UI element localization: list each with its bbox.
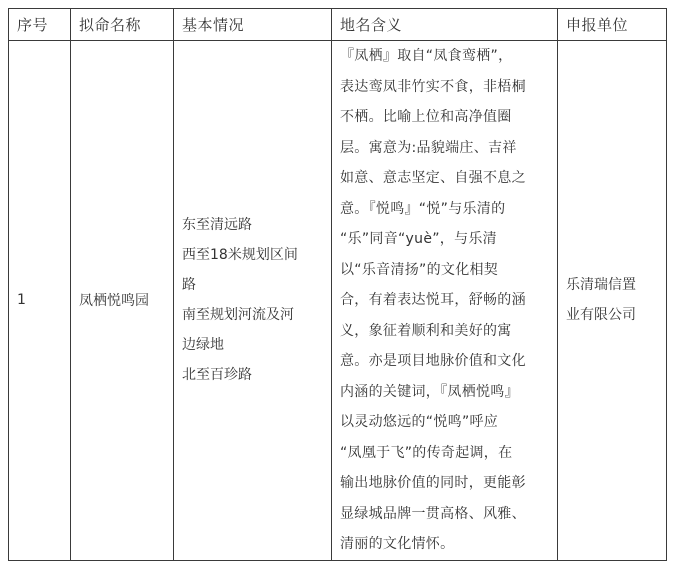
cell-name-meaning xyxy=(332,41,558,561)
meaning-line: “凤凰于飞”的传奇起调，在 xyxy=(340,444,513,461)
place-name-table xyxy=(8,8,667,561)
cell-basic-info xyxy=(174,41,332,561)
header-basic-info: 基本情况 xyxy=(174,9,332,41)
header-name-meaning: 地名含义 xyxy=(332,9,558,41)
basic-info-line: 北至百珍路 xyxy=(182,367,252,384)
meaning-line: 以灵动悠远的“悦鸣”呼应 xyxy=(340,414,499,430)
header-proposed-name: 拟命名称 xyxy=(71,9,174,41)
applicant-line: 乐清瑞信置 xyxy=(566,277,636,294)
meaning-line: 意。『悦鸣』“悦”与乐清的 xyxy=(340,200,506,217)
meaning-line: 以“乐音清扬”的文化相契 xyxy=(340,261,499,278)
header-index: 序号 xyxy=(9,9,71,41)
meaning-line: “乐”同音“yuè”，与乐清 xyxy=(340,231,497,247)
meaning-line: 表达鸾凤非竹实不食，非梧桐 xyxy=(340,78,526,95)
basic-info-line: 边绿地 xyxy=(182,337,224,354)
meaning-line: 内涵的关键词，『凤栖悦鸣』 xyxy=(340,383,519,400)
cell-index: 1 xyxy=(9,41,71,561)
table-row xyxy=(9,41,667,561)
applicant-line: 业有限公司 xyxy=(566,307,636,324)
meaning-line: 如意、意志坚定、自强不息之 xyxy=(340,170,526,186)
meaning-line: 层。寓意为:品貌端庄、吉祥 xyxy=(340,139,517,156)
meaning-line: 合，有着表达悦耳，舒畅的涵 xyxy=(340,292,526,308)
meaning-line: 不栖。比喻上位和高净值圈 xyxy=(340,109,512,125)
meaning-line: 输出地脉价值的同时，更能彰 xyxy=(340,475,526,491)
meaning-line: 显绿城品牌一贯高格、风雅、 xyxy=(340,505,526,522)
table-header-row xyxy=(9,9,667,41)
basic-info-line: 西至18米规划区间 xyxy=(182,247,298,264)
basic-info-line: 东至清远路 xyxy=(182,217,252,234)
cell-proposed-name: 凤栖悦鸣园 xyxy=(71,41,174,561)
basic-info-line: 南至规划河流及河 xyxy=(182,307,294,324)
meaning-line: 清丽的文化情怀。 xyxy=(340,536,455,552)
cell-applicant xyxy=(558,41,667,561)
meaning-line: 『凤栖』取自“凤食鸾栖”， xyxy=(340,48,513,64)
meaning-line: 义，象征着顺利和美好的寓 xyxy=(340,322,512,339)
header-applicant: 申报单位 xyxy=(558,9,667,41)
basic-info-line: 路 xyxy=(182,277,196,294)
meaning-line: 意。亦是项目地脉价值和文化 xyxy=(340,353,526,369)
